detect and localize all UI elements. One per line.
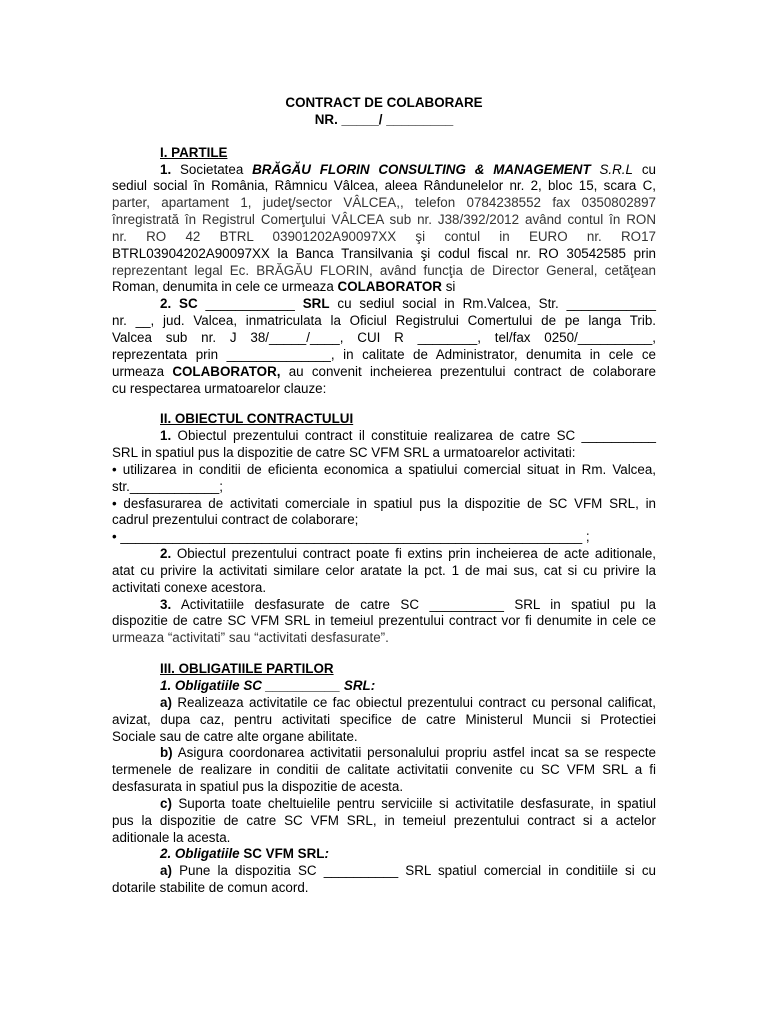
obligations1-c-line3: aditionale la acesta. (112, 829, 231, 845)
obligations2-a-line2: dotarile stabilite de comun acord. (112, 880, 309, 896)
obligations1-b-line1: b) Asigura coordonarea activitatii personalului propriu astfel incat sa se respecte (160, 745, 656, 761)
object-clause2-line2: atat cu privire la activitati similare celor aratate la pct. 1 de mai sus, cat si cu privire la (112, 562, 656, 578)
party2-number: 2. (160, 296, 172, 312)
section-heading-parties: I. PARTILE (160, 144, 228, 160)
party1-line5: nr. RO 42 BTRL 03901202A90097XX şi contul in EURO nr. RO17 (112, 228, 656, 244)
object-clause3-line2: dispozitie de catre SC VFM SRL in temeiul prezentului contract vor fi denumite in cele ce (112, 613, 656, 629)
section-heading-obligations: III. OBLIGATIILE PARTILOR (160, 661, 334, 677)
object-bullet2-cont: cadrul prezentului contract de colaborare; (112, 512, 359, 528)
obligations1-b-line2: termenele de realizare in conditii de calitate activitatii convenite cu SC VFM SRL a fi (112, 762, 656, 778)
object-clause2-line3: activitati conexe acestora. (112, 579, 267, 595)
party2-line6: cu respectarea urmatoarelor clauze: (112, 380, 327, 396)
obligations1-c-line2: pus la dispozitie de catre SC VFM SRL, in temeiul prezentului contract si a actelor (112, 812, 656, 828)
contract-title: CONTRACT DE COLABORARE (285, 95, 483, 110)
party1-number: 1. (160, 161, 172, 177)
obligations1-a-line2: avizat, dupa caz, pentru activitati specifice de catre Ministerul Muncii si Protectiei (112, 711, 656, 727)
obligations1-heading: 1. Obligatiile SC __________ SRL: (160, 678, 376, 693)
contract-page (112, 95, 656, 897)
obligations2-heading: 2. Obligatiile SC VFM SRL: (160, 846, 329, 862)
party2-line2: nr. __, jud. Valcea, inmatriculata la Oficiul Registrului Comertului de pe langa Trib. (112, 313, 656, 329)
obligations2-a-line1: a) Pune la dispozitia SC __________ SRL spatiul comercial in conditiile si cu (160, 863, 656, 879)
party1-role: COLABORATOR (337, 279, 442, 295)
party1-line4: înregistrată în Registrul Comerţului VÂLCEA sub nr. J38/392/2012 având contul în RON (112, 212, 656, 228)
party1-line8: Roman, denumita in cele ce urmeaza COLABORATOR si (112, 279, 456, 295)
object-clause2-line1: 2. Obiectul prezentului contract poate fi extins prin incheierea de acte aditionale, (160, 546, 656, 562)
party1-line6: BTRL03904202A90097XX la Banca Transilvania şi codul fiscal nr. RO 30542585 prin (112, 245, 656, 261)
object-clause3-line3: urmeaza “activitati” sau “activitati desfasurate”. (112, 630, 389, 646)
obligations1-c-line1: c) Suporta toate cheltuielile pentru serviciile si activitatile desfasurate, in spatiul (160, 795, 656, 811)
object-clause1-line1: 1. Obiectul prezentului contract il constituie realizarea de catre SC __________ (160, 428, 656, 444)
object-clause1-line2: SRL in spatiul pus la dispozitie de catre SC VFM SRL a urmatoarelor activitati: (112, 445, 576, 461)
party2-line4: reprezentata prin ______________, in calitate de Administrator, denumita in cele ce (112, 346, 656, 362)
party1-line7: reprezentant legal Ec. BRĂGĂU FLORIN, având funcţia de Director General, cetăţean (112, 262, 656, 278)
object-bullet1: • utilizarea in conditii de eficienta economica a spatiului comercial situat in Rm. Valcea, (112, 461, 656, 477)
contract-number: NR. _____/ _________ (314, 111, 454, 127)
obligations1-a-line1: a) Realizeaza activitatile ce fac obiectul prezentului contract cu personal calificat, (160, 694, 656, 710)
party1-line1: 1. Societatea BRĂGĂU FLORIN CONSULTING & MANAGEMENT S.R.L cu (160, 161, 656, 177)
object-bullet1-cont: str.____________; (112, 478, 223, 494)
obligations1-b-line3: desfasurata in spatiul pus la dispozitie de acesta. (112, 779, 404, 795)
obligations1-a-line3: Sociale sau de catre alte organe abilitate. (112, 728, 358, 744)
object-bullet3: • ______________________________________________________________ ; (112, 529, 590, 545)
party2-line1: 2. SC ____________ SRL cu sediul social in Rm.Valcea, Str. ____________ (160, 296, 656, 312)
party1-company-name: BRĂGĂU FLORIN CONSULTING & MANAGEMENT (252, 161, 591, 177)
party2-line5: urmeaza COLABORATOR, au convenit incheierea prezentului contract de colaborare (112, 363, 656, 379)
party2-line3: Valcea sub nr. J 38/_____/____, CUI R ________, tel/fax 0250/__________, (112, 329, 656, 345)
object-clause3-line1: 3. Activitatiile desfasurate de catre SC __________ SRL in spatiul pu la (160, 596, 656, 612)
party1-line3: parter, apartament 1, judeţ/sector VÂLCEA,, telefon 0784238552 fax 0350802897 (112, 195, 656, 211)
party1-line2: sediul social în România, Râmnicu Vâlcea, aleea Rândunelelor nr. 2, bloc 15, scara C, (112, 178, 656, 194)
object-bullet2: • desfasurarea de activitati comerciale in spatiul pus la dispozitie de SC VFM SRL, in (112, 495, 656, 511)
party2-role: COLABORATOR, (172, 363, 281, 379)
section-heading-object: II. OBIECTUL CONTRACTULUI (160, 411, 354, 427)
